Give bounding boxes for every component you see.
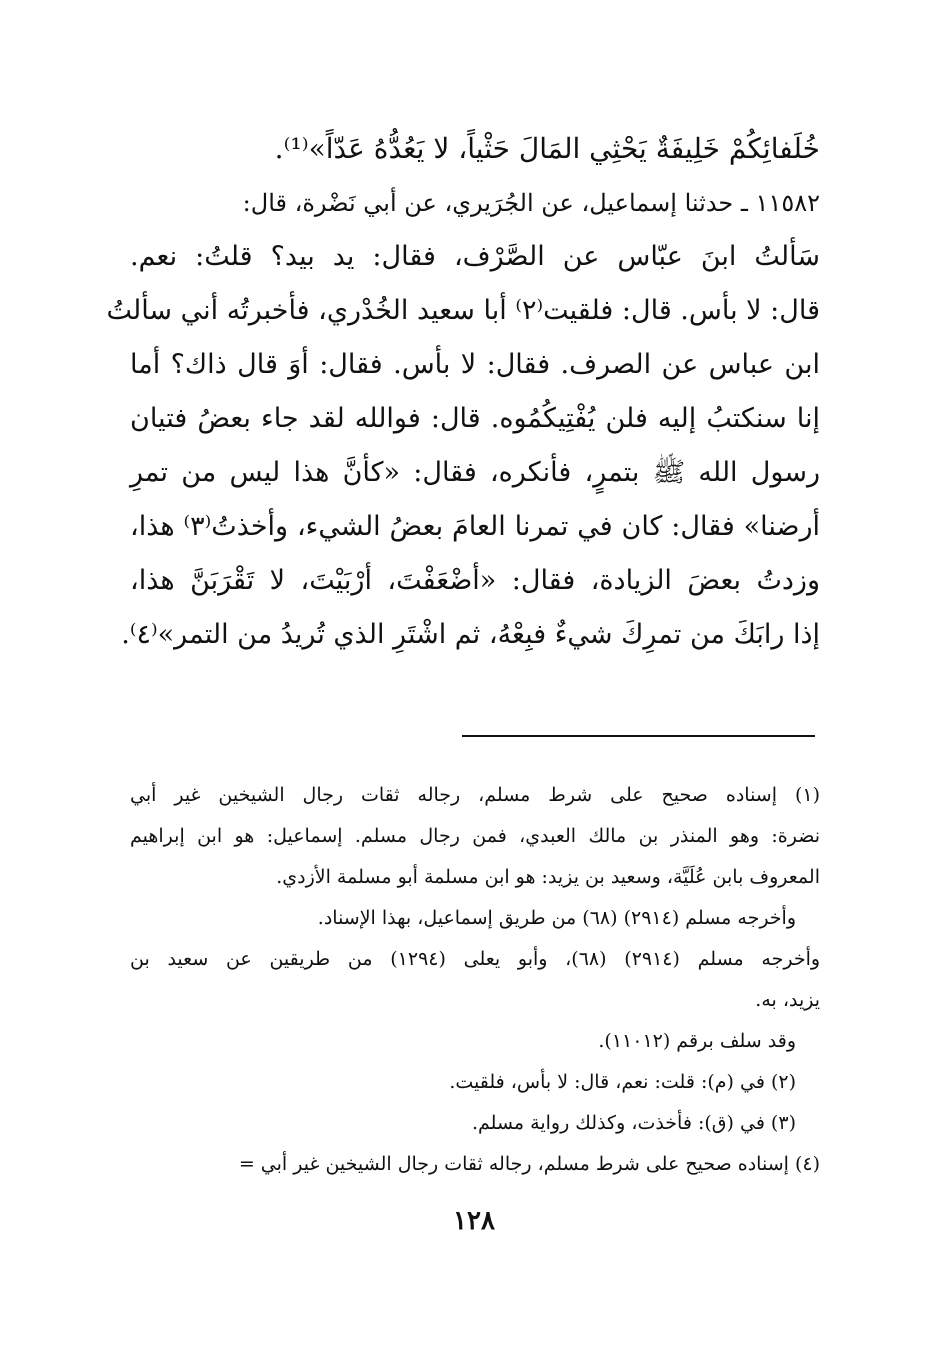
main-text-line: قال: لا بأس. قال: فلقيت⁽٢⁾ أبا سعيد الخُدْري، فأخبرتُه أني سألتُ [106,295,820,326]
main-text-line: رسول الله ﷺ بتمرٍ، فأنكره، فقال: «كأنَّ هذا ليس من تمرِ [130,457,820,488]
footnote-line: وأخرجه مسلم (٢٩١٤) (٦٨) من طريق إسماعيل، بهذا الإسناد. [317,907,796,929]
main-text-line: إذا رابَكَ من تمرِكَ شيءٌ فبِعْهُ، ثم اشْتَرِ الذي تُريدُ من التمر»⁽٤⁾. [121,619,820,650]
main-text-line: ابن عباس عن الصرف. فقال: لا بأس. فقال: أوَ قال ذاك؟ أما [130,349,820,380]
footnote-line: المعروف بابن عُلَيَّة، وسعيد بن يزيد: هو ابن مسلمة أبو مسلمة الأزدي. [276,866,820,888]
footnotes [130,775,820,1185]
main-text [106,122,820,662]
main-text-line: خُلَفائِكُمْ خَلِيفَةٌ يَحْثِي المَالَ حَثْياً، لا يَعُدُّهُ عَدّاً»⁽¹⁾. [274,132,820,165]
footnote-line: (٣) في (ق): فأخذت، وكذلك رواية مسلم. [472,1112,796,1134]
footnote-line: (٤) إسناده صحيح على شرط مسلم، رجاله ثقات رجال الشيخين غير أبي = [238,1153,820,1175]
page-number: ١٢٨ [453,1206,495,1236]
hadith-heading: ١١٥٨٢ ـ حدثنا إسماعيل، عن الجُرَيري، عن أبي نَضْرة، قال: [242,189,820,217]
footnote-line: (٢) في (م): قلت: نعم، قال: لا بأس، فلقيت. [449,1071,796,1093]
footnote-line: وأخرجه مسلم (٢٩١٤) (٦٨)، وأبو يعلى (١٢٩٤) من طريقين عن سعيد بن [130,948,821,970]
main-text-line: سَألتُ ابنَ عبّاس عن الصَّرْف، فقال: يد بيد؟ قلتُ: نعم. [130,241,820,272]
footnote-divider [462,735,815,737]
footnote-line: (١) إسناده صحيح على شرط مسلم، رجاله ثقات رجال الشيخين غير أبي [130,784,820,806]
footnote-line: نضرة: وهو المنذر بن مالك العبدي، فمن رجال مسلم. إسماعيل: هو ابن إبراهيم [130,825,820,847]
main-text-line: أرضنا» فقال: كان في تمرنا العامَ بعضُ الشيء، وأخذتُ⁽٣⁾ هذا، [130,511,820,542]
main-text-line: إنا سنكتبُ إليه فلن يُفْتِيكُمُوه. قال: فوالله لقد جاء بعضُ فتيان [130,403,820,434]
footnote-line: يزيد، به. [755,989,820,1011]
footnote-line: وقد سلف برقم (١١٠١٢). [598,1030,796,1052]
main-text-line: وزدتُ بعضَ الزيادة، فقال: «أضْعَفْتَ، أرْبَيْتَ، لا تَقْرَبَنَّ هذا، [130,565,820,596]
